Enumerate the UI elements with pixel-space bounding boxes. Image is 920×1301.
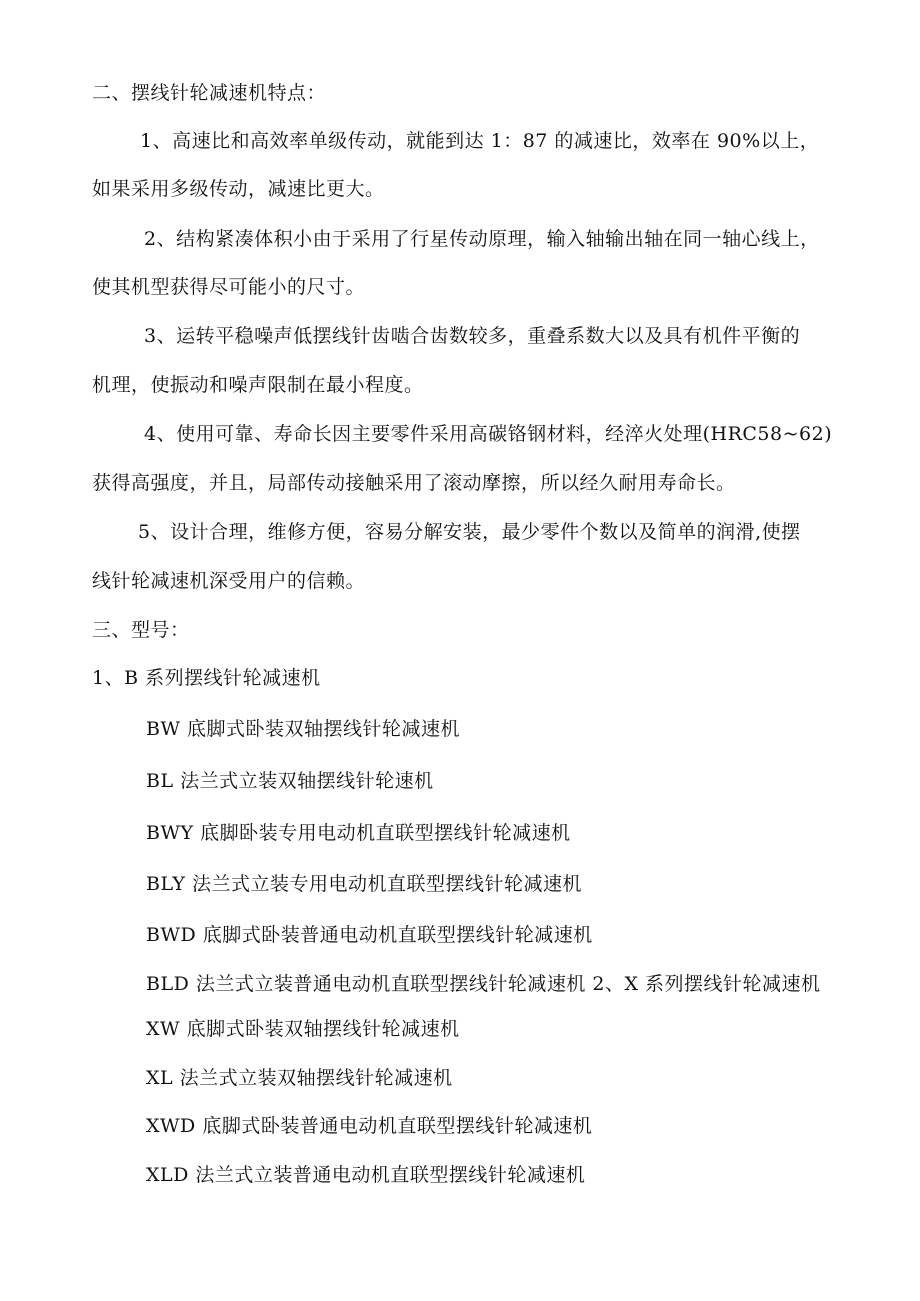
b-series-item: BWD 底脚式卧装普通电动机直联型摆线针轮减速机 (146, 924, 593, 946)
feature-3-line-2: 机理，使振动和噪声限制在最小程度。 (92, 374, 424, 396)
b-series-item: BLY 法兰式立装专用电动机直联型摆线针轮减速机 (146, 873, 582, 895)
b-series-item: BW 底脚式卧装双轴摆线针轮减速机 (146, 718, 461, 740)
feature-1-line-2: 如果采用多级传动，减速比更大。 (92, 178, 385, 200)
b-series-item: BWY 底脚卧装专用电动机直联型摆线针轮减速机 (146, 822, 571, 844)
x-series-item: XW 底脚式卧装双轴摆线针轮减速机 (146, 1018, 460, 1040)
feature-5-line-2: 线针轮减速机深受用户的信赖。 (92, 570, 366, 592)
feature-1-line-1: 1、高速比和高效率单级传动，就能到达 1：87 的减速比，效率在 90%以上， (140, 130, 820, 152)
b-series-item: BL 法兰式立装双轴摆线针轮速机 (146, 770, 434, 792)
b-series-title: 1、B 系列摆线针轮减速机 (92, 667, 321, 689)
x-series-item: XL 法兰式立装双轴摆线针轮减速机 (146, 1067, 453, 1089)
x-series-item: XLD 法兰式立装普通电动机直联型摆线针轮减速机 (146, 1164, 586, 1186)
section-heading-features: 二、摆线针轮减速机特点： (92, 82, 327, 104)
b-series-item: BLD 法兰式立装普通电动机直联型摆线针轮减速机 2、X 系列摆线针轮减速机 (146, 973, 821, 995)
feature-4-line-2: 获得高强度，并且，局部传动接触采用了滚动摩擦，所以经久耐用寿命长。 (92, 472, 736, 494)
section-heading-models: 三、型号： (92, 619, 190, 641)
feature-4-line-1: 4、使用可靠、寿命长因主要零件采用高碳铬钢材料，经淬火处理(HRC58~62) (144, 423, 833, 445)
feature-3-line-1: 3、运转平稳噪声低摆线针齿啮合齿数较多，重叠系数大以及具有机件平衡的 (144, 325, 801, 347)
feature-2-line-2: 使其机型获得尽可能小的尺寸。 (92, 276, 366, 298)
feature-2-line-1: 2、结构紧凑体积小由于采用了行星传动原理，输入轴输出轴在同一轴心线上， (144, 228, 820, 250)
x-series-item: XWD 底脚式卧装普通电动机直联型摆线针轮减速机 (146, 1115, 593, 1137)
feature-5-line-1: 5、设计合理，维修方便，容易分解安装，最少零件个数以及简单的润滑,使摆 (138, 521, 801, 543)
